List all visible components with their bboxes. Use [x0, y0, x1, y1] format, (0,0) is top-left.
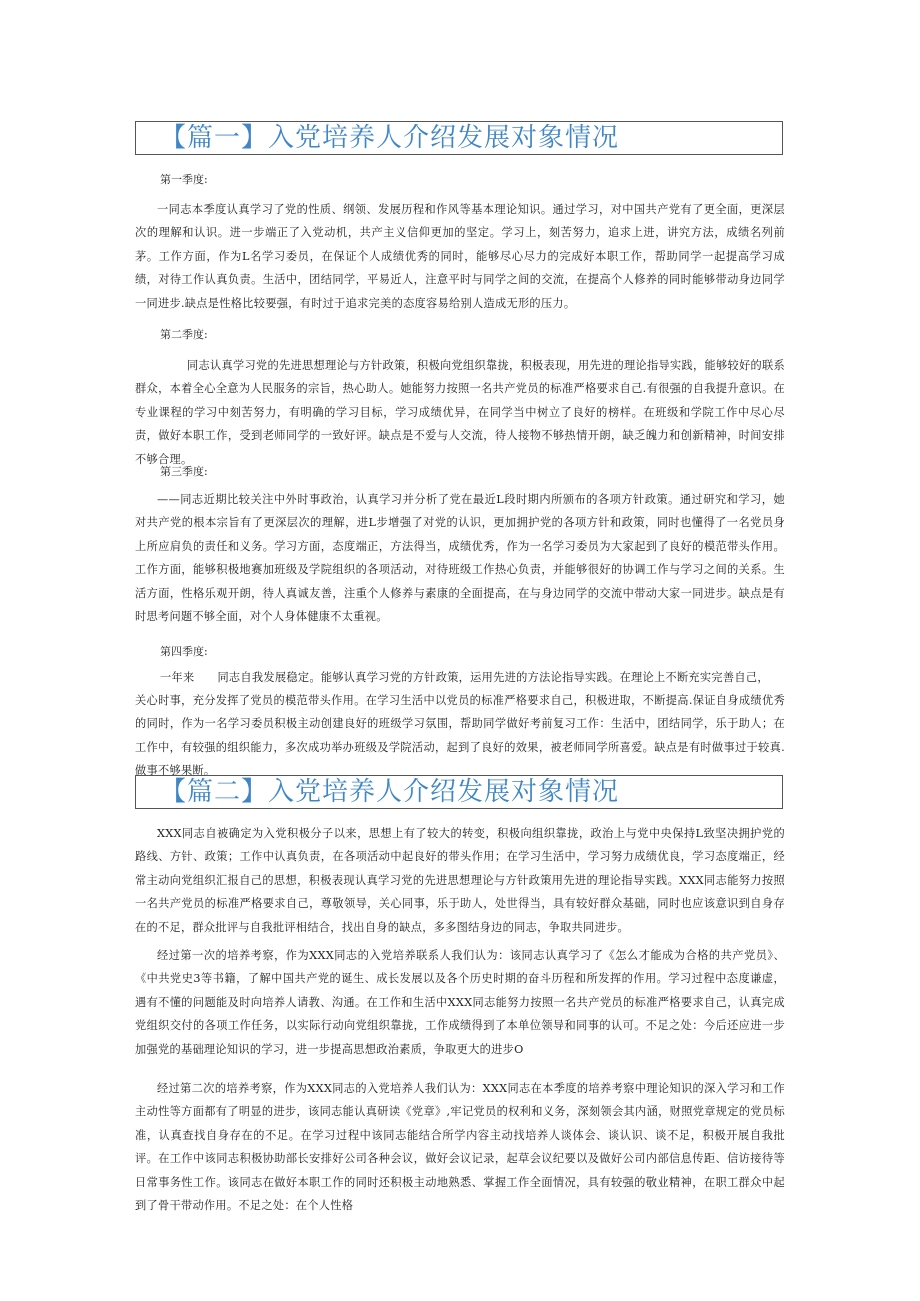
quarter-1-label: 第一季度: [160, 173, 208, 186]
section-2-paragraph-1: XXX同志自被确定为入党积极分子以来，思想上有了较大的转变，积极向组织靠拢，政治上与党中央保持L致坚决拥护党的路线、方针、政策；工作中认真负责，在各项活动中起良好的带头作用；在学习生活中，学习努力成绩优良，学习态度端正，经常主动向党组织汇报自己的思想，积极表现认真学习党的先进思想理论与方针政策用先进的理论指导实践。XXX同志能努力按照一名共产党员的标准严格要求自己，尊敬领导，关心同事，乐于助人，处世得当，具有较好群众基础，同时也应该意识到自身存在的不足，群众批评与自我批评相结合，找出自身的缺点，多多图结身边的同志，争取共同进步。 [135, 827, 785, 934]
quarter-2-paragraph: 同志认真学习党的先进思想理论与方针政策，积极向党组织靠拢，积极表现，用先进的理论指导实践，能够较好的联系群众，本着全心全意为人民服务的宗旨，热心助人。她能努力按照一名共产党员的标准严格要求自己.有很强的自我提升意识。在专业课程的学习中刻苦努力，有明确的学习目标，学习成绩优异，在同学当中树立了良好的榜样。在班级和学院工作中尽心尽责，做好本职工作，受到老师同学的一致好评。缺点是不爱与人交流，待人接物不够热情开朗，缺乏魄力和创新精神，时间安排不够合理。 [135, 359, 785, 466]
quarter-4-paragraph: 关心时事，充分发挥了党员的模范带头作用。在学习生活中以党员的标准严格要求自己，积极进取，不断提高.保证自身成绩优秀的同时，作为一名学习委员积极主动创建良好的班级学习氛围，帮助同学做好考前复习工作：生活中，团结同学，乐于助人；在工作中，有较强的组织能力，多次成功举办班级及学院活动，起到了良好的效果，被老师同学所喜爱。缺点是有时做事过于较真.做事不够果断。 [135, 694, 785, 778]
quarter-3-paragraph: ——同志近期比较关注中外时事政治，认真学习并分析了党在最近L段时期内所颁布的各项方针政策。通过研究和学习，她对共产党的根本宗旨有了更深层次的理解，进L步增强了对党的认识，更加拥护党的各项方针和政策，同时也懂得了一名党员身上所应肩负的责任和义务。学习方面，态度端正，方法得当，成绩优秀，作为一名学习委员为大家起到了良好的模范带头作用。工作方面，能够积极地赛加班级及学院组织的各项活动，对待班级工作热心负责，并能够很好的协调工作与学习之间的关系。生活方面，性格乐观开朗，待人真诚友善，注重个人修养与素康的全面提高，在与身边同学的交流中带动大家一同进步。缺点是有时思考问题不够全面，对个人身体健康不太重视。 [135, 493, 785, 624]
section-2-title: 【篇二】入党培养人介绍发展对象情况 [160, 777, 620, 807]
quarter-4-first-line: 一年来 同志自我发展稳定。能够认真学习党的方针政策，运用先进的方法论指导实践。在理论上不断充实完善自己， [160, 671, 769, 684]
quarter-3-label: 第三季度: [160, 465, 208, 478]
section-2-paragraph-2: 经过第一次的培养考察，作为XXX同志的入党培养联系人我们认为：该同志认真学习了《怎么才能成为合格的共产党员》、《中共党史3等书籍，了解中国共产党的诞生、成长发展以及各个历史时期的奋斗历程和所发挥的作用。学习过程中态度谦虚，遇有不懂的问题能及时向培养人请教、沟通。在工作和生活中XXX同志能努力按照一名共产党员的标准严格要求自己，认真完成党组织交付的各项工作任务，以实际行动向党组织靠拢，工作成绩得到了本单位领导和同事的认可。不足之处：今后还应进一步加强党的基础理论知识的学习，进一步提高思想政治素质，争取更大的进步O [135, 949, 785, 1056]
quarter-2-label: 第二季度: [160, 328, 208, 341]
quarter-4-label: 第四季度: [160, 645, 208, 658]
section-1-heading-box [135, 121, 783, 155]
section-1-title: 【篇一】入党培养人介绍发展对象情况 [160, 123, 620, 153]
section-2-heading-box [135, 775, 783, 809]
section-2-paragraph-3: 经过第二次的培养考察，作为XXX同志的入党培养人我们认为：XXX同志在本季度的培养考察中理论知识的深入学习和工作主动性等方面都有了明显的进步，该同志能认真研读《党章》,牢记党员的权利和义务，深刻领会其内涵，财照党章规定的党员标准，认真查找自身存在的不足。在学习过程中该同志能结合所学内容主动找培养人谈体会、谈认识、谈不足，积极开展自我批评。在工作中该同志积极协助部长安排好公司各种会议，做好会议记录，起草会议纪要以及做好公司内部信息传距、信访接待等日常事务性工作。该同志在做好本职工作的同时还积极主动地熟悉、掌握工作全面情况，具有较强的敬业精神，在职工群众中起到了骨干带动作用。不足之处：在个人性格 [135, 1082, 785, 1213]
quarter-1-paragraph: 一同志本季度认真学习了党的性质、纲领、发展历程和作风等基本理论知识。通过学习，对中国共产党有了更全面，更深层次的理解和认识。进一步端正了入党动机，共产主义信仰更加的坚定。学习上，刻苦努力，追求上进，讲究方法，成绩名列前茅。工作方面，作为L名学习委员，在保证个人成绩优秀的同时，能够尽心尽力的完成好本职工作，帮助同学一起提高学习成绩，对待工作认真负责。生活中，团结同学，平易近人，注意平时与同学之间的交流，在提高个人修养的同时能够带动身边同学一同进步.缺点是性格比较要强，有时过于追求完美的态度容易给别人造成无形的压力。 [135, 203, 785, 310]
